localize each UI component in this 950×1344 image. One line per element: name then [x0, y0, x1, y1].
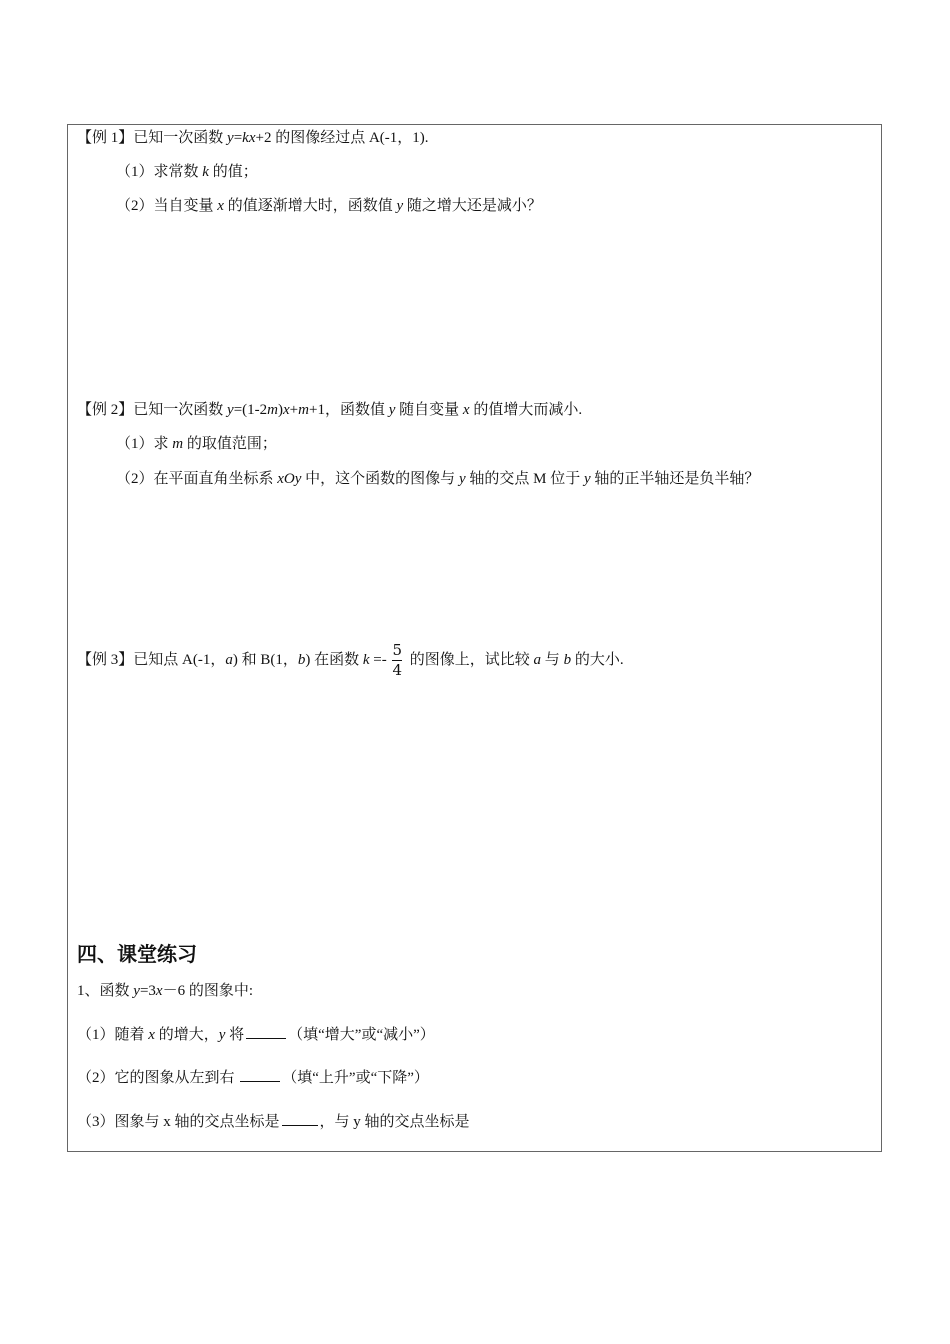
var: m [172, 436, 184, 452]
text: ) [278, 402, 283, 418]
var: a [225, 652, 233, 668]
var: x [462, 402, 470, 418]
text: 的图像经过点 A(-1，1). [271, 130, 429, 146]
answer-blank[interactable] [246, 1024, 286, 1039]
var: x [148, 1027, 155, 1043]
fraction-numerator: 5 [392, 641, 403, 660]
text: 的增大， [154, 1027, 219, 1043]
text: 的图像上，试比较 [406, 652, 534, 668]
fraction [392, 641, 402, 680]
var: x [283, 402, 290, 418]
text: 轴的正半轴还是负半轴？ [590, 471, 760, 487]
text: 的值增大而减小. [469, 402, 583, 418]
text: 随之增大还是减小？ [403, 198, 542, 214]
example-3-label: 【例 3】 [77, 652, 134, 668]
text: =- [369, 652, 391, 668]
example-1-label: 【例 1】 [77, 130, 134, 146]
text: （1）随着 [77, 1027, 149, 1043]
var: kx [242, 130, 256, 146]
var: b [563, 652, 572, 668]
text: （2）当自变量 [116, 198, 218, 214]
text: （1）求常数 [116, 164, 203, 180]
text: （填“增大”或“减小”） [288, 1027, 435, 1043]
text: －6 的图象中: [162, 983, 253, 999]
text: 1、函数 [77, 983, 134, 999]
text: +2 [255, 130, 272, 146]
text: （填“上升”或“下降”） [282, 1070, 429, 1086]
text: （2）在平面直角坐标系 [116, 471, 278, 487]
text: 已知点 A(-1， [133, 652, 226, 668]
var: xOy [277, 471, 302, 487]
practice-1-statement [77, 981, 253, 1001]
example-2-statement [77, 400, 582, 420]
text: 与 [541, 652, 564, 668]
var: b [297, 652, 306, 668]
var: y [583, 471, 591, 487]
text: ) 在函数 [305, 652, 363, 668]
var: y [133, 983, 140, 999]
var: y [388, 402, 396, 418]
var: x [217, 198, 224, 214]
text: + [289, 402, 299, 418]
var: y [227, 130, 234, 146]
text: 将 [225, 1027, 245, 1043]
text: 中，这个函数的图像与 [301, 471, 459, 487]
example-2-question-1 [116, 434, 277, 454]
var: y [458, 471, 466, 487]
answer-blank[interactable] [240, 1067, 280, 1082]
practice-1-item-3 [77, 1111, 470, 1132]
section-heading: 四、课堂练习 [77, 942, 197, 966]
text: 的取值范围； [183, 436, 277, 452]
var: y [396, 198, 404, 214]
text: ) 和 B(1， [232, 652, 298, 668]
text: 的值； [208, 164, 258, 180]
text: 轴的交点 M 位于 [465, 471, 584, 487]
var: a [533, 652, 542, 668]
text: 随自变量 [395, 402, 463, 418]
example-2-label: 【例 2】 [77, 402, 134, 418]
text: 的值逐渐增大时，函数值 [223, 198, 397, 214]
text: 的大小. [571, 652, 624, 668]
example-3-statement [77, 640, 624, 680]
text: （1）求 [116, 436, 173, 452]
var: k [362, 652, 370, 668]
var: y [218, 1027, 226, 1043]
var: m [267, 402, 278, 418]
text: =3 [139, 983, 156, 999]
fraction-denominator: 4 [392, 661, 403, 680]
example-1-statement [77, 128, 429, 148]
text: ，与 y 轴的交点坐标是 [319, 1114, 470, 1130]
practice-1-item-2 [77, 1067, 429, 1088]
example-1-question-2 [116, 196, 542, 216]
example-2-question-2 [116, 469, 759, 489]
example-1-question-1 [116, 162, 258, 182]
var: k [202, 164, 209, 180]
text: （3）图象与 x 轴的交点坐标是 [77, 1114, 280, 1130]
text: 已知一次函数 [133, 402, 228, 418]
text: = [233, 130, 243, 146]
answer-blank[interactable] [282, 1111, 318, 1126]
practice-1-item-1 [77, 1024, 435, 1045]
var: y [227, 402, 234, 418]
text: （2）它的图象从左到右 [77, 1070, 239, 1086]
text: =(1-2 [233, 402, 268, 418]
var: m [298, 402, 309, 418]
text: +1，函数值 [308, 402, 389, 418]
text: 已知一次函数 [133, 130, 228, 146]
var: x [155, 983, 163, 999]
